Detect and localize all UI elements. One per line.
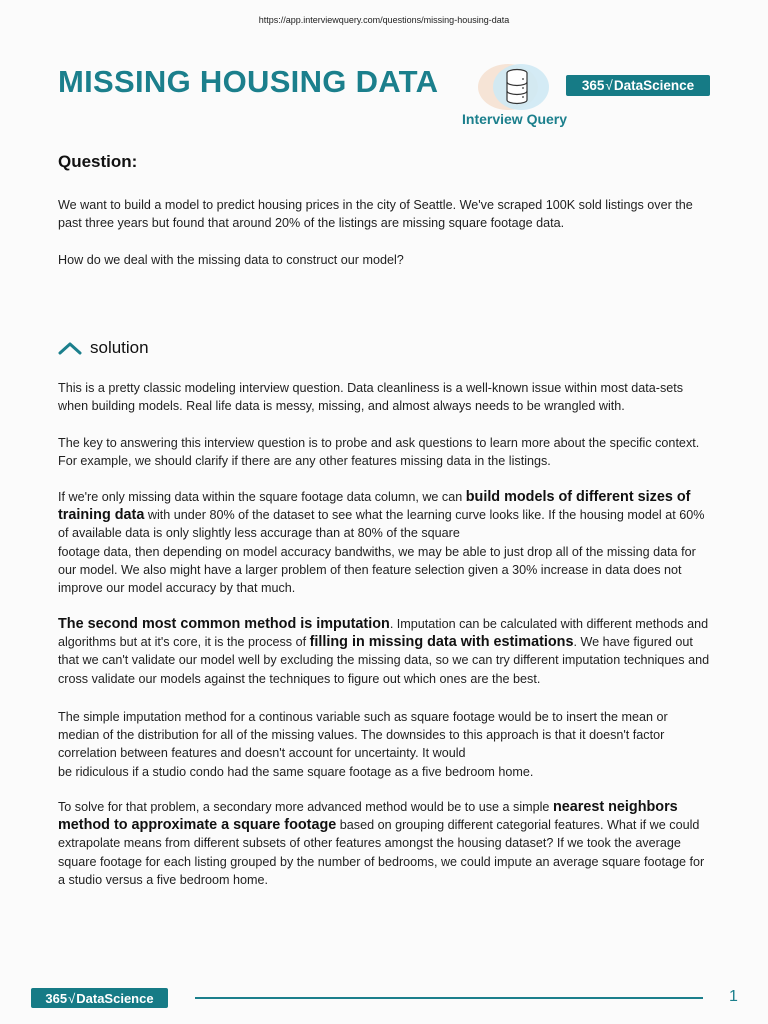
page-title: MISSING HOUSING DATA [58, 64, 439, 99]
brand-text: DataScience [76, 990, 154, 1006]
p5-text-b: be ridiculous if a studio condo had the same square footage as a five bedroom home. [58, 764, 534, 779]
sqrt-icon: √ [68, 990, 76, 1006]
solution-paragraph-1: This is a pretty classic modeling interview question. Data cleanliness is a well-known issue within most data-sets when building models. Real life data is messy, missing, and almost always needs to be wrangled with. [58, 381, 684, 414]
p6-text-c: based on grouping different categorial features. What if we could extrapolate means from different subsets of other features amongst the housing dataset? If we took the average square footage for each listing grouped by the number of bedrooms, we could impute an average square footage for a studio versus a five bedroom home. [58, 818, 705, 887]
question-paragraph-1: We want to build a model to predict housing prices in the city of Seattle. We've scraped 100K sold listings over the past three years but found that around 20% of the listings are missing square footage data. [58, 198, 693, 231]
solution-paragraph-6 [58, 798, 710, 889]
database-icon [474, 63, 552, 111]
footer-divider [195, 997, 703, 999]
interview-query-brand: Interview Query [462, 111, 568, 127]
solution-heading: solution [90, 338, 149, 357]
page-url[interactable]: https://app.interviewquery.com/questions/missing-housing-data [258, 15, 510, 25]
chevron-up-icon [58, 341, 82, 355]
p4-text-b: . Imputation can be calculated with different methods and algorithms but at it's core, it is the process of [58, 617, 709, 650]
solution-toggle[interactable] [58, 338, 149, 358]
page-number: 1 [729, 988, 738, 1005]
brand-number: 365 [45, 990, 68, 1006]
p3-text-d: footage data, then depending on model accuracy bandwiths, we may be able to just drop all of the missing data for our model. We also might have a larger problem of then feature selection given a 30% increase in data does not improve our model accuracy by that much. [58, 544, 696, 596]
brand-text: DataScience [613, 78, 695, 93]
p3-highlight: build models of different sizes of training data [58, 489, 691, 524]
question-heading: Question: [58, 152, 138, 171]
p6-highlight: nearest neighbors method to approximate a square footage [58, 799, 678, 834]
p4-highlight-2: filling in missing data with estimations [309, 634, 574, 651]
p4-highlight-1: The second most common method is imputation [58, 616, 390, 632]
p3-text-a: If we're only missing data within the square footage data column, we can [58, 490, 466, 504]
solution-paragraph-4 [58, 615, 710, 688]
brand-badge-top [566, 75, 710, 96]
solution-paragraph-3 [58, 488, 710, 597]
p4-text-d: . We have figured out that we can't validate our model well by excluding the missing data, so we can try different imputation techniques and cross validate our models against the techniques to figure out which ones are the best. [58, 635, 710, 686]
p3-text-c: with under 80% of the dataset to see what the learning curve looks like. If the housing model at 60% of available data is only slightly less accurage than at 80% of the square [58, 508, 705, 541]
solution-paragraph-5 [58, 708, 710, 781]
p5-text-a: The simple imputation method for a continous variable such as square footage would be to insert the mean or median of the distribution for all of the missing values. The downsides to this approach is that it doesn't factor correlation between features and doesn't account for uncertainty. It would [58, 710, 668, 761]
brand-number: 365 [581, 78, 605, 93]
p6-text-a: To solve for that problem, a secondary more advanced method would be to use a simple [58, 800, 553, 814]
brand-badge-footer [31, 988, 168, 1008]
sqrt-icon: √ [605, 78, 613, 93]
question-paragraph-2: How do we deal with the missing data to construct our model? [58, 253, 404, 267]
solution-paragraph-2: The key to answering this interview question is to probe and ask questions to learn more about the specific context. For example, we should clarify if there are any other features missing data in the listings. [58, 436, 700, 469]
